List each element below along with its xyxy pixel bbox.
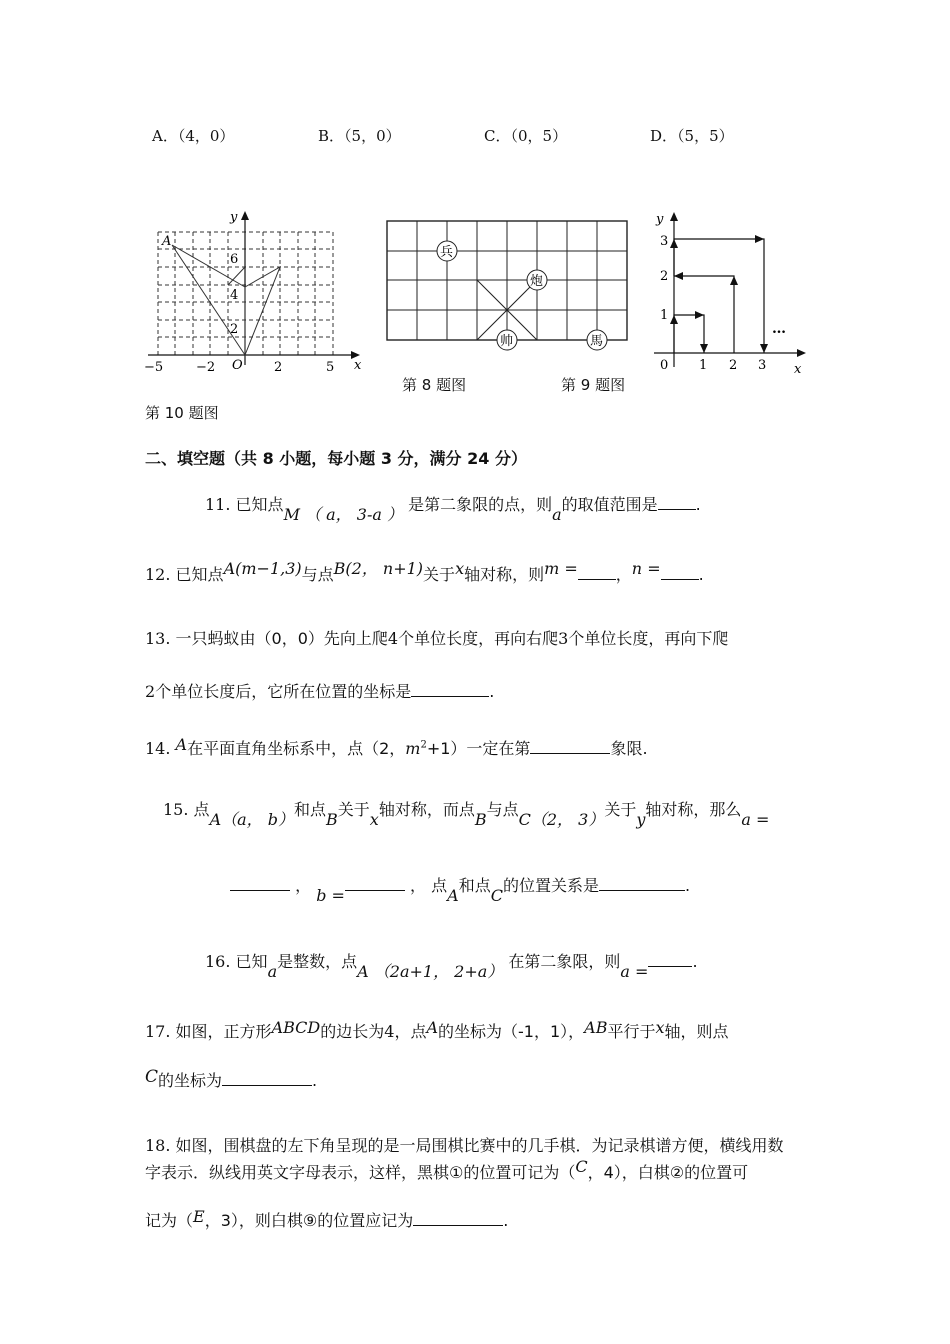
q15-text: 和点 bbox=[458, 876, 491, 895]
fig9-caption: 第 9 题图 bbox=[561, 376, 626, 394]
q14-var: m bbox=[405, 739, 421, 758]
fig10-x-label: x bbox=[354, 358, 362, 373]
q13-number-value: 3 bbox=[558, 629, 569, 648]
fig9-path bbox=[674, 239, 764, 353]
fig10-caption: 第 10 题图 bbox=[145, 404, 219, 422]
q18-text: 字表示．纵线用英文字母表示，这样，黑棋①的位置可记为（ bbox=[145, 1163, 576, 1182]
fig10-xtick: −2 bbox=[196, 360, 216, 375]
fig9-ytick: 3 bbox=[660, 234, 669, 249]
option-c: C．（0，5） bbox=[484, 127, 568, 145]
q12-var: n = bbox=[631, 559, 661, 578]
q15-text: ， 点 bbox=[410, 876, 448, 895]
q11-text: 的取值范围是 bbox=[561, 495, 658, 514]
fig10-xtick: 2 bbox=[274, 360, 283, 375]
q14-answer-blank[interactable] bbox=[530, 739, 610, 754]
q15-text: 关于 bbox=[337, 800, 370, 819]
fig9-xtick: 1 bbox=[699, 358, 708, 373]
fig10-origin-label: O bbox=[232, 358, 243, 373]
q18-text: . bbox=[503, 1211, 509, 1230]
fig10-point-a-label: A bbox=[162, 234, 172, 249]
q12-text: 关于 bbox=[423, 565, 456, 584]
q15-text: 轴对称，而点 bbox=[378, 800, 475, 819]
q11-answer-blank[interactable] bbox=[658, 495, 696, 510]
fig8-piece-ma bbox=[587, 330, 607, 350]
question-13-cont bbox=[145, 679, 494, 702]
q11-text: 是第二象限的点，则 bbox=[408, 495, 553, 514]
q12-point-a: A(m−1,3) bbox=[223, 559, 302, 578]
q15-point-c: C（2， 3） bbox=[518, 810, 605, 829]
fig9-ellipsis: … bbox=[772, 321, 786, 337]
q17-text: 的坐标为（-1，1）， bbox=[438, 1022, 585, 1041]
q18-number: 18. bbox=[145, 1136, 171, 1155]
q18-text: ，4），白棋②的位置可 bbox=[587, 1163, 749, 1182]
q12-text: 轴对称，则 bbox=[464, 565, 545, 584]
q15-var: a = bbox=[741, 810, 770, 829]
question-18-line3 bbox=[145, 1208, 508, 1231]
section-heading: 二、填空题（共 8 小题，每小题 3 分，满分 24 分） bbox=[145, 449, 527, 468]
q17-text: 的坐标为 bbox=[158, 1071, 223, 1090]
q15-answer-a[interactable] bbox=[230, 876, 290, 891]
q17-var: x bbox=[655, 1018, 665, 1037]
svg-text:炮: 炮 bbox=[530, 274, 544, 289]
q17-var: AB bbox=[584, 1018, 608, 1037]
q15-text: 与点 bbox=[486, 800, 519, 819]
q15-var: C bbox=[490, 886, 503, 905]
q17-number-value: 4 bbox=[384, 1022, 395, 1041]
fig9-ytick: 2 bbox=[660, 269, 669, 284]
question-15 bbox=[163, 797, 770, 829]
fig9-y-arrow bbox=[670, 212, 678, 221]
q16-text: 在第二象限，则 bbox=[508, 952, 621, 971]
q15-var: y bbox=[636, 810, 646, 829]
q14-text: +1）一定在第 bbox=[426, 739, 531, 758]
q13-number-value: 4 bbox=[387, 629, 399, 648]
fig8-piece-shuai bbox=[497, 330, 517, 350]
q13-text: 一只蚂蚁由（0，0）先向上爬 bbox=[175, 629, 388, 648]
q16-answer-blank[interactable] bbox=[648, 952, 692, 967]
q18-answer-blank[interactable] bbox=[413, 1211, 503, 1226]
fig10-right-shape bbox=[245, 267, 280, 355]
q12-answer-m[interactable] bbox=[578, 565, 616, 580]
q14-number: 14. bbox=[145, 739, 171, 758]
q13-text: 个单位长度后，它所在位置的坐标是 bbox=[155, 682, 412, 701]
fig8-caption: 第 8 题图 bbox=[402, 376, 467, 394]
q16-var: a = bbox=[620, 962, 649, 981]
fig9-xtick: 0 bbox=[660, 358, 669, 373]
fig10-xtick: −5 bbox=[144, 360, 164, 375]
q12-text: ， bbox=[615, 565, 632, 584]
option-d: D．（5，5） bbox=[650, 127, 734, 145]
q14-text: 在平面直角坐标系中，点（2， bbox=[187, 739, 406, 758]
q12-var: x bbox=[455, 559, 465, 578]
q15-text: 点 bbox=[193, 800, 210, 819]
fig10-ytick: 4 bbox=[230, 288, 239, 303]
q15-answer-relation[interactable] bbox=[599, 876, 685, 891]
question-11 bbox=[205, 492, 701, 524]
q15-text: 关于 bbox=[604, 800, 637, 819]
fig9-arrowheads bbox=[670, 235, 768, 353]
fig9-xtick: 2 bbox=[729, 358, 738, 373]
fig8-piece-bing bbox=[437, 241, 457, 261]
q16-text: . bbox=[692, 952, 698, 971]
q17-number: 17. bbox=[145, 1022, 171, 1041]
q18-text: ，3），则白棋⑨的位置应记为 bbox=[204, 1211, 414, 1230]
q15-text: 轴对称，那么 bbox=[645, 800, 742, 819]
q15-text: ， bbox=[295, 876, 312, 895]
question-17-cont bbox=[145, 1068, 317, 1091]
q17-text: 的边长为 bbox=[320, 1022, 385, 1041]
question-18-line2 bbox=[145, 1157, 749, 1183]
q11-coords: （ a， 3-a ） bbox=[305, 505, 403, 524]
figure-8 bbox=[383, 218, 633, 358]
fig9-y-label: y bbox=[656, 212, 664, 227]
figure-10 bbox=[140, 205, 370, 375]
q11-number: 11. bbox=[205, 495, 231, 514]
q15-var: B bbox=[326, 810, 338, 829]
q11-var: a bbox=[552, 505, 562, 524]
option-a: A．（4，0） bbox=[152, 127, 235, 145]
q14-superscript: 2 bbox=[420, 739, 427, 751]
fig8-grid bbox=[387, 221, 627, 340]
q12-var: m = bbox=[544, 559, 578, 578]
fig10-y-arrow bbox=[241, 211, 249, 220]
q15-text: 和点 bbox=[294, 800, 327, 819]
q16-var: a bbox=[267, 962, 278, 981]
q13-answer-blank[interactable] bbox=[411, 682, 489, 697]
q12-text: . bbox=[698, 565, 704, 584]
option-b: B．（5，0） bbox=[318, 127, 401, 145]
fig9-x-arrow bbox=[797, 349, 806, 357]
q15-point-a: A（a， b） bbox=[209, 810, 294, 829]
q16-number: 16. bbox=[205, 952, 231, 971]
question-12 bbox=[145, 559, 704, 585]
q17-text: 如图，正方形 bbox=[175, 1022, 272, 1041]
q16-var: A bbox=[357, 962, 369, 981]
q13-number: 13. bbox=[145, 629, 171, 648]
fig9-ytick: 1 bbox=[660, 308, 669, 323]
q18-var: E bbox=[193, 1207, 205, 1226]
fig9-x-label: x bbox=[794, 362, 802, 377]
q11-text: . bbox=[695, 495, 701, 514]
q18-var: C bbox=[575, 1157, 588, 1176]
q12-text: 与点 bbox=[301, 565, 334, 584]
question-18 bbox=[145, 1133, 784, 1156]
fig10-xtick: 5 bbox=[326, 360, 335, 375]
q15-number: 15. bbox=[163, 800, 189, 819]
q13-text: 个单位长度，再向右爬 bbox=[398, 629, 559, 648]
q15-var: x bbox=[369, 810, 379, 829]
fig8-piece-pao bbox=[527, 270, 547, 290]
q12-text: 已知点 bbox=[175, 565, 224, 584]
q12-point-b: B(2， n+1) bbox=[333, 559, 424, 578]
q11-text: 已知点 bbox=[235, 495, 284, 514]
q13-text: 个单位长度，再向下爬 bbox=[568, 629, 729, 648]
q14-var: A bbox=[175, 735, 188, 754]
question-17 bbox=[145, 1019, 729, 1042]
q18-text: 如图，围棋盘的左下角呈现的是一局围棋比赛中的几手棋．为记录棋谱方便，横线用数 bbox=[175, 1136, 784, 1155]
svg-text:馬: 馬 bbox=[590, 334, 604, 349]
q16-coords: （2a+1， 2+a） bbox=[373, 962, 504, 981]
q17-var: ABCD bbox=[271, 1018, 321, 1037]
question-14 bbox=[145, 736, 648, 759]
question-16 bbox=[205, 949, 698, 981]
q17-var: A bbox=[426, 1018, 439, 1037]
fig10-ytick: 6 bbox=[230, 252, 239, 267]
q15-var: B bbox=[474, 810, 487, 829]
q17-var: C bbox=[145, 1067, 159, 1087]
q17-text: 轴，则点 bbox=[664, 1022, 729, 1041]
q15-var: A bbox=[447, 886, 459, 905]
q17-text: ，点 bbox=[394, 1022, 427, 1041]
fig10-ytick: 2 bbox=[230, 322, 239, 337]
q16-text: 是整数，点 bbox=[277, 952, 358, 971]
svg-text:帅: 帅 bbox=[500, 334, 514, 349]
question-13 bbox=[145, 626, 728, 649]
q15-answer-b[interactable] bbox=[345, 876, 405, 891]
svg-text:兵: 兵 bbox=[440, 245, 454, 260]
q16-text: 已知 bbox=[235, 952, 268, 971]
q11-var: M bbox=[283, 505, 300, 524]
question-15-cont bbox=[230, 873, 691, 905]
fig9-xtick: 3 bbox=[758, 358, 767, 373]
q13-number-value: 2 bbox=[145, 682, 156, 701]
q15-text: . bbox=[684, 876, 691, 895]
q12-answer-n[interactable] bbox=[661, 565, 699, 580]
figure-9 bbox=[648, 205, 813, 377]
q17-text: . bbox=[312, 1071, 318, 1090]
q15-var: b = bbox=[316, 886, 345, 905]
q13-text: . bbox=[489, 682, 495, 701]
q15-text: 的位置关系是 bbox=[502, 876, 599, 895]
q18-text: 记为（ bbox=[145, 1211, 194, 1230]
fig10-y-label: y bbox=[230, 210, 238, 225]
q14-text: 象限. bbox=[610, 739, 648, 758]
q17-answer-blank[interactable] bbox=[222, 1071, 312, 1086]
q12-number: 12. bbox=[145, 565, 171, 584]
q17-text: 平行于 bbox=[607, 1022, 656, 1041]
